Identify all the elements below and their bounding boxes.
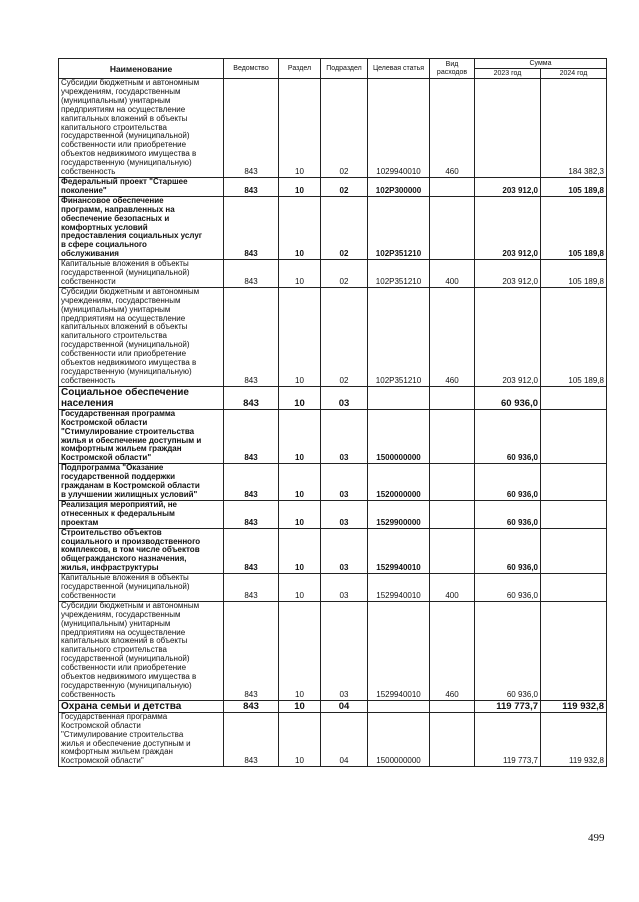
cell-sum-2023: 60 936,0	[475, 528, 541, 574]
cell-sum-2023: 119 773,7	[475, 712, 541, 766]
cell-target: 1520000000	[368, 464, 430, 501]
cell-name: Капитальные вложения в объекты государственной (муниципальной) собственности	[59, 260, 224, 288]
cell-department: 843	[224, 386, 279, 409]
cell-name: Государственная программа Костромской области "Стимулирование строительства жилья и обеспечение доступным и комфортным жильем граждан Костромской области"	[59, 409, 224, 463]
cell-section: 10	[279, 409, 321, 463]
cell-department: 843	[224, 464, 279, 501]
header-year-2023: 2023 год	[475, 69, 541, 79]
cell-department: 843	[224, 700, 279, 712]
cell-section: 10	[279, 574, 321, 602]
cell-section: 10	[279, 287, 321, 386]
cell-sum-2024: 105 189,8	[541, 287, 607, 386]
header-subsection: Подраздел	[321, 59, 368, 79]
cell-expense-type	[430, 464, 475, 501]
cell-sum-2023: 60 936,0	[475, 601, 541, 700]
cell-sum-2023: 203 912,0	[475, 287, 541, 386]
cell-target: 102P351210	[368, 287, 430, 386]
cell-target: 1029940010	[368, 79, 430, 178]
cell-name: Субсидии бюджетным и автономным учреждениям, государственным (муниципальным) унитарным предприятиям на осуществление капитальных вложений в объекты капитального строительства государственной (муниципальной) собственности или приобретение объектов недвижимого имущества в государственную (муниципальную) собственность	[59, 287, 224, 386]
cell-sum-2024	[541, 574, 607, 602]
cell-target: 1529940010	[368, 601, 430, 700]
cell-subsection: 03	[321, 574, 368, 602]
cell-department: 843	[224, 500, 279, 528]
cell-expense-type	[430, 409, 475, 463]
table-row	[59, 700, 607, 712]
cell-expense-type	[430, 386, 475, 409]
cell-department: 843	[224, 177, 279, 196]
cell-sum-2024: 105 189,8	[541, 260, 607, 288]
cell-subsection: 03	[321, 386, 368, 409]
table-row	[59, 464, 607, 501]
cell-department: 843	[224, 79, 279, 178]
cell-section: 10	[279, 386, 321, 409]
table-body	[59, 79, 607, 767]
cell-department: 843	[224, 196, 279, 259]
table-row	[59, 177, 607, 196]
cell-expense-type: 400	[430, 574, 475, 602]
cell-sum-2023: 203 912,0	[475, 196, 541, 259]
cell-target: 102P351210	[368, 196, 430, 259]
cell-sum-2024: 184 382,3	[541, 79, 607, 178]
header-department: Ведомство	[224, 59, 279, 79]
cell-sum-2024	[541, 464, 607, 501]
cell-target: 102P351210	[368, 260, 430, 288]
table-header	[59, 59, 607, 79]
cell-name: Федеральный проект "Старшее поколение"	[59, 177, 224, 196]
cell-subsection: 02	[321, 260, 368, 288]
cell-expense-type	[430, 528, 475, 574]
cell-sum-2023: 203 912,0	[475, 260, 541, 288]
cell-section: 10	[279, 700, 321, 712]
cell-sum-2024	[541, 386, 607, 409]
cell-sum-2024	[541, 528, 607, 574]
table-row	[59, 528, 607, 574]
table-row	[59, 712, 607, 766]
table-row	[59, 409, 607, 463]
cell-sum-2023: 60 936,0	[475, 500, 541, 528]
cell-subsection: 02	[321, 177, 368, 196]
cell-sum-2023: 203 912,0	[475, 177, 541, 196]
table-row	[59, 601, 607, 700]
cell-name: Субсидии бюджетным и автономным учреждениям, государственным (муниципальным) унитарным предприятиям на осуществление капитальных вложений в объекты капитального строительства государственной (муниципальной) собственности или приобретение объектов недвижимого имущества в государственную (муниципальную) собственность	[59, 601, 224, 700]
cell-department: 843	[224, 712, 279, 766]
cell-department: 843	[224, 260, 279, 288]
cell-sum-2023: 60 936,0	[475, 409, 541, 463]
cell-name: Субсидии бюджетным и автономным учреждениям, государственным (муниципальным) унитарным предприятиям на осуществление капитальных вложений в объекты капитального строительства государственной (муниципальной) собственности или приобретение объектов недвижимого имущества в государственную (муниципальную) собственность	[59, 79, 224, 178]
cell-subsection: 04	[321, 712, 368, 766]
budget-table	[58, 58, 607, 767]
cell-target: 1529940010	[368, 528, 430, 574]
cell-target: 1529900000	[368, 500, 430, 528]
cell-target: 102P300000	[368, 177, 430, 196]
cell-target	[368, 700, 430, 712]
header-sum: Сумма	[475, 59, 607, 69]
cell-subsection: 03	[321, 601, 368, 700]
cell-name: Подпрограмма "Оказание государственной поддержки гражданам в Костромской области в улучшении жилищных условий"	[59, 464, 224, 501]
header-expense-type: Вид расходов	[430, 59, 475, 79]
cell-section: 10	[279, 177, 321, 196]
cell-expense-type: 460	[430, 601, 475, 700]
cell-name: Государственная программа Костромской области "Стимулирование строительства жилья и обеспечение доступным и комфортным жильем граждан Костромской области"	[59, 712, 224, 766]
cell-expense-type	[430, 500, 475, 528]
cell-subsection: 02	[321, 287, 368, 386]
cell-sum-2024	[541, 409, 607, 463]
cell-department: 843	[224, 528, 279, 574]
cell-sum-2024	[541, 500, 607, 528]
cell-subsection: 03	[321, 500, 368, 528]
cell-expense-type	[430, 196, 475, 259]
cell-expense-type	[430, 712, 475, 766]
cell-sum-2023	[475, 79, 541, 178]
cell-name: Строительство объектов социального и производственного комплексов, в том числе объектов общегражданского назначения, жилья, инфраструктуры	[59, 528, 224, 574]
cell-sum-2024: 105 189,8	[541, 177, 607, 196]
cell-name: Реализация мероприятий, не отнесенных к федеральным проектам	[59, 500, 224, 528]
cell-expense-type	[430, 700, 475, 712]
cell-subsection: 03	[321, 528, 368, 574]
cell-department: 843	[224, 287, 279, 386]
cell-expense-type: 400	[430, 260, 475, 288]
cell-section: 10	[279, 528, 321, 574]
cell-section: 10	[279, 196, 321, 259]
cell-section: 10	[279, 500, 321, 528]
cell-subsection: 03	[321, 409, 368, 463]
table-row	[59, 79, 607, 178]
cell-target: 1500000000	[368, 409, 430, 463]
cell-subsection: 02	[321, 79, 368, 178]
cell-subsection: 02	[321, 196, 368, 259]
cell-sum-2024	[541, 601, 607, 700]
cell-section: 10	[279, 464, 321, 501]
cell-target: 1529940010	[368, 574, 430, 602]
cell-name: Охрана семьи и детства	[59, 700, 224, 712]
cell-sum-2024: 119 932,8	[541, 700, 607, 712]
cell-name: Социальное обеспечение населения	[59, 386, 224, 409]
cell-department: 843	[224, 601, 279, 700]
cell-department: 843	[224, 409, 279, 463]
table-row	[59, 386, 607, 409]
cell-subsection: 04	[321, 700, 368, 712]
page-number: 499	[588, 832, 605, 844]
cell-sum-2023: 60 936,0	[475, 464, 541, 501]
table-row	[59, 574, 607, 602]
header-year-2024: 2024 год	[541, 69, 607, 79]
cell-sum-2024: 105 189,8	[541, 196, 607, 259]
cell-section: 10	[279, 79, 321, 178]
header-name: Наименование	[59, 59, 224, 79]
header-section: Раздел	[279, 59, 321, 79]
cell-expense-type: 460	[430, 287, 475, 386]
cell-name: Финансовое обеспечение программ, направленных на обеспечение безопасных и комфортных условий предоставления социальных услуг в сфере социального обслуживания	[59, 196, 224, 259]
cell-section: 10	[279, 260, 321, 288]
cell-sum-2023: 60 936,0	[475, 386, 541, 409]
cell-sum-2024: 119 932,8	[541, 712, 607, 766]
cell-sum-2023: 60 936,0	[475, 574, 541, 602]
table-row	[59, 260, 607, 288]
cell-name: Капитальные вложения в объекты государственной (муниципальной) собственности	[59, 574, 224, 602]
table-row	[59, 500, 607, 528]
cell-expense-type	[430, 177, 475, 196]
cell-sum-2023: 119 773,7	[475, 700, 541, 712]
cell-target: 1500000000	[368, 712, 430, 766]
header-target: Целевая статья	[368, 59, 430, 79]
cell-target	[368, 386, 430, 409]
cell-expense-type: 460	[430, 79, 475, 178]
cell-department: 843	[224, 574, 279, 602]
table-row	[59, 287, 607, 386]
cell-subsection: 03	[321, 464, 368, 501]
cell-section: 10	[279, 712, 321, 766]
cell-section: 10	[279, 601, 321, 700]
table-row	[59, 196, 607, 259]
